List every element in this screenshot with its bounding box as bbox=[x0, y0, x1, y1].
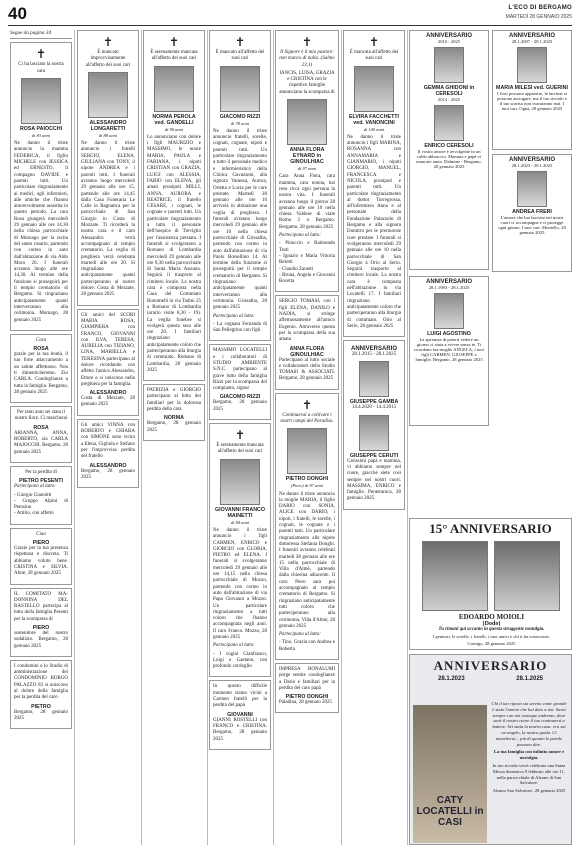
deceased-name: ENRICO CERESOLI bbox=[424, 143, 474, 149]
portrait-photo bbox=[154, 66, 194, 112]
deceased-name: CATY LOCATELLI in CASI bbox=[416, 795, 484, 828]
cross-icon: ✝ bbox=[234, 428, 246, 443]
condolence bbox=[209, 680, 271, 749]
cross-icon: ✝ bbox=[35, 47, 47, 62]
deceased-name: GIUSEPPE GAMBA bbox=[349, 399, 399, 406]
body-text: Ne danno il triste annuncio la moglie MARIA, il figlio DARIO con SONIA, ALICE con DARIO, i nipoti, i fratelli, le sorelle, i cognati, le cognate e i parenti tutti. Un particolare ringraziamento alle nipote dottoressa Stefania Donghi. I funerali avranno celebrati martedì 28 gennaio alle ore 15 nella parrocchiale di Villa d'Almè, partendo dalla chiesina adiacente. Il caro Piero sarà poi accompagnato al tempio crematorio di Bergamo. Si ringraziano anticipatamente tutti coloro che parteciperanno alla cerimonia. Villa d'Almè, 28 gennaio 2025 bbox=[279, 491, 335, 629]
body-text: Paladina, 28 gennaio 2025 bbox=[279, 700, 333, 706]
column-rule bbox=[273, 30, 274, 845]
body-text: grazie per la tua bontà, il tuo forte attaccamento a un salute affettuoso. Non ti dimenticheremo. Zio CARLA. Condoglianze a tutta la famiglia. Bergamo, 28 gennaio 2025 bbox=[14, 352, 68, 395]
anniversary-column bbox=[409, 30, 572, 845]
anniversary bbox=[343, 340, 405, 510]
anniversary-years: 2014 - 2025 bbox=[437, 97, 461, 102]
anniversary-dates bbox=[410, 676, 571, 682]
portrait-photo bbox=[220, 66, 260, 112]
column-3 bbox=[143, 30, 205, 845]
column-1 bbox=[10, 30, 72, 845]
body-text: Gli amici del SCORI MARIA ROSA, GIAMPIERA con FRANCO, GIOVANNI con ILVA, TERESA, AURELIA con TIZIANO, LINA, MARIELLA e TERESINA partecipano al dolore ricordando con affetto l'amico Alessandro, Ettore e si uniscono nella preghiera per la famiglia. bbox=[81, 312, 135, 387]
cross-icon: ✝ bbox=[368, 35, 380, 49]
continued-label: Segue da pagina 34 bbox=[10, 30, 72, 39]
family-text: La tua famiglia con infinito amore e nostalgia. bbox=[493, 749, 565, 761]
portrait-photo bbox=[434, 293, 464, 329]
column-rule bbox=[141, 30, 142, 845]
obituary bbox=[143, 30, 205, 381]
salutation: Cara bbox=[35, 337, 47, 343]
anniversary-years: 28.1.1983 - 28.1.2025 bbox=[428, 285, 470, 290]
anniversary-years: 28.1.2007 - 28.1.2025 bbox=[511, 39, 553, 44]
deceased-name: LUIGI AGOSTINO bbox=[427, 331, 471, 337]
age-text: di 96 anni bbox=[164, 126, 184, 132]
anniversary-dates: 28.1.2015 - 28.1.2025 bbox=[351, 352, 397, 358]
anniversary-title: 15° ANNIVERSARIO bbox=[429, 521, 552, 536]
anniversary-moioli bbox=[409, 518, 572, 650]
obituary bbox=[77, 30, 139, 306]
condolence bbox=[10, 660, 72, 729]
portrait-photo bbox=[287, 99, 327, 145]
portrait-photo bbox=[287, 428, 327, 474]
deceased-name: GIOVANNI FRANCO MAINETTI bbox=[215, 506, 265, 519]
cross-icon: ✝ bbox=[102, 35, 114, 49]
age-text: di 78 anni bbox=[230, 120, 250, 126]
participants-list: - I cugini Gianfranco, Luigi e Gaetano, con profondo cordoglio bbox=[213, 651, 267, 670]
anniversary-title: ANNIVERSARIO bbox=[425, 33, 472, 39]
age-text: di 88 anni bbox=[98, 132, 118, 138]
portrait-photo bbox=[422, 541, 488, 611]
body-text: Bergamo, 28 gennaio 2025 bbox=[213, 400, 267, 412]
deceased-name: GEMMA GHIDONI in CERESOLI bbox=[423, 85, 475, 97]
mass-notice: In tuo ricordo verrà celebrata una Santa Messa domenica 9 febbraio alle ore 11, nella parrocchiale di Alzano di San Salvatore. bbox=[492, 762, 566, 786]
verse: Tu rimani qui accanto in questa struggente nostalgia. bbox=[438, 627, 545, 632]
age-text: di 97 anni bbox=[297, 166, 317, 172]
portrait-photo bbox=[88, 72, 128, 118]
cross-icon: ✝ bbox=[234, 35, 246, 49]
deceased-name: GIACOMO RIZZI bbox=[219, 394, 261, 401]
participants-list: - La cognata Fernanda di San Pellegrino con figli bbox=[213, 321, 267, 334]
deceased-nickname: (Dodo) bbox=[482, 621, 501, 627]
deceased-name: MARIA MILESI ved. GUERINI bbox=[496, 85, 568, 91]
date-end: 28.1.2025 bbox=[516, 676, 543, 682]
body-text: Ne danno il triste annuncio i fratelli SERGIO, ELENA, GIULIANA con TONY, il nipote ANDREA e i parenti tutti. I funerali avranno luogo mercoledì 29 gennaio alle ore 15, partendo alle ore 14,45 dalla Casa Funeraria Le Calle in Bagnatica per la parrocchiale di San Giorgio in Costa di Mozzate. Ti ricorderà la nostra cara e il caro Alessandro verrà accompagnato al tempio crematorio. La veglia di preghiera verrà celebrata martedì alle ore 20. Si ringraziano anticipatamente quanti parteciperanno al nostro dolore. Costa di Mezzate, 28 gennaio 2025 bbox=[81, 141, 135, 298]
verse: Il Signore è il mio pastore: non manco di nulla. (Salmo 23,1) bbox=[279, 50, 335, 68]
participants-label: Partecipano al lutto: bbox=[213, 643, 255, 649]
participants-list: - Giorgio Giannitti - Gruppo Alpini di Petosino - Attilio, con affetto bbox=[14, 492, 68, 517]
portrait-photo bbox=[359, 361, 389, 397]
date-start: 28.1.2023 bbox=[438, 676, 465, 682]
anniversary-years: 28.1.2023 - 28.1.2025 bbox=[511, 163, 553, 168]
body-text: Il vostro amore è avvolgente in un caldo abbraccio. Mamma e papà vi mancate tanto. Dalmine - Bergamo, 28 gennaio 2025 bbox=[416, 149, 482, 169]
condolence bbox=[275, 295, 339, 389]
deceased-name: PIETRO DONGHI bbox=[285, 694, 329, 701]
obituary bbox=[275, 30, 339, 292]
body-text: GIANNI ROSTELLI con FRANCO e CRISTINA. Bergamo, 28 gennaio 2025 bbox=[213, 717, 267, 742]
intro-text: IANCIS, LUISA, GRAZIA e CRISTINA con le rispettive famiglie annunciano la scomparsa di bbox=[279, 70, 335, 95]
portrait-photo bbox=[494, 541, 560, 611]
column-rule bbox=[207, 30, 208, 845]
intro-text: È mancato all'affetto dei suoi cari bbox=[215, 50, 265, 62]
intro-text: È serenamente mancata all'affetto dei suoi cari bbox=[150, 50, 198, 62]
deceased-name: ANNA FLORA EYNARD in GINOULHIAC bbox=[289, 147, 325, 166]
deceased-name: NORMA bbox=[163, 415, 184, 422]
intro-text: Per la perdita di bbox=[25, 469, 57, 475]
deceased-name: EDOARDO MOIOLI bbox=[458, 613, 525, 621]
anniversary-title: ANNIVERSARIO bbox=[433, 658, 548, 673]
anniversary-title: ANNIVERSARIO bbox=[425, 279, 472, 285]
portrait-photo bbox=[517, 171, 547, 207]
obituary bbox=[343, 30, 405, 337]
body-text: Bergamo, 28 gennaio 2025 bbox=[81, 468, 135, 480]
condolence bbox=[10, 466, 72, 525]
column-5 bbox=[275, 30, 339, 845]
condolence bbox=[143, 384, 205, 441]
place-date: Casnigo, 28 gennaio 2025 bbox=[467, 641, 516, 646]
anniversary-freri bbox=[492, 154, 572, 272]
deceased-name: ROSA bbox=[33, 424, 49, 431]
deceased-name: ROSA bbox=[33, 346, 49, 353]
condolence bbox=[10, 334, 72, 403]
portrait-photo bbox=[434, 47, 464, 83]
participants-label: Partecipano al lutto: bbox=[14, 484, 56, 490]
portrait-photo bbox=[354, 66, 394, 112]
place-date: Alzano San Salvatore, 28 gennaio 2025 bbox=[492, 788, 566, 794]
body-text: Gli amici VINNA con ROBERTO e CHIARA con SIMONE sono vicini a Elena, Gigliola e Stefano per l'improvvisa perdita del fratello bbox=[81, 422, 135, 460]
body-text: Ne danno il triste annuncio la mamma FEDERICA, il figlio MICHELE con JESSICA ed ERNESTO, il compagno DAVIDE e parenti tutti. Un particolare ringraziamento ai medici, agli infermieri, alle amiche che l'hanno amorevolmente assistita in questo periodo. La cara Rosa giungerà mercoledì 29 gennaio alle ore 14,30 nella chiesa parrocchiale di Mornago per la recita del santo rosario, partendo con corteo in auto dall'abitazione di via Aldo Moro 26. I funerali avranno luogo alle ore 14,30. Al termine della funzione si proseguirà per il tempio crematorio di Bergamo. Si ringraziano anticipatamente quanti interverranno alla cerimonia. Mornago, 28 gennaio 2025 bbox=[14, 141, 68, 323]
deceased-name: ALESSANDRO LONGARETTI bbox=[89, 119, 127, 132]
signatures: ARIANNA, ANNA, ROBERTO, zia CARLA MAJOCCHI. Bergamo, 28 gennaio 2025 bbox=[14, 430, 68, 455]
body-text: Grazie per la tua presenza rispettosa e discreta. Ti abbiamo voluto bene. CRISTINA e SILVIA. Almè, 28 gennaio 2025 bbox=[14, 546, 68, 577]
portrait-photo bbox=[434, 105, 464, 141]
body-text: In questo difficile momento siamo vicini a Carmen fratelli per la perdita del papà bbox=[213, 684, 267, 709]
deceased-name: ALESSANDRO bbox=[89, 390, 127, 397]
body-text: I fiori possono appassire, le lacrime si possono asciugare, ma il tuo ricordo e il tuo sorriso non svaniranno mai. I tuoi cari. Ogna, 28 gennaio 2025 bbox=[497, 91, 567, 111]
body-text: IL COMITATO MA-DONNINA DEL RASTELLO partecipa al lutto della famiglia Pesenti per la scomparsa di bbox=[14, 591, 68, 622]
body-text: Ne danno il triste annuncio i figli CARMEN, ENRICO e GIORGIO con GLORIA, PIETRO ed ELENA. I funerali si svolgeranno mercoledì 29 gennaio alle ore 14,15 nella chiesa parrocchiale di Mozzo, partendo con corteo in auto dall'abitazione di via Papa Giovanni a Mozzo. Un particolare ringraziamento a tutti coloro che l'hanno accompagnata negli anni. Il caro Franco. Mozzo, 28 gennaio 2025 bbox=[213, 527, 267, 640]
deceased-name: NORMA PEROLA ved. GANDELLI bbox=[152, 113, 196, 126]
body-text: Ne danno il triste annuncio fratelli, sorelle, cognati, cognate, nipoti e parenti tutti. Un particolare ringraziamento a tutto il personale medico e infermieristico della Clinica Gavazzeni, alla signora Vanessa, Aurora, Orietta e Lucia per le cure prestate. Martedì 28 gennaio alle ore 16 arriverà in abitazione una veglia di preghiera. I funerali avranno luogo mercoledì 29 gennaio alle ore 10 nella chiesa parrocchiale di Grissalba, partendo con corteo in auto dall'abitazione di via Paolo Borsellino 14. Al termine della funzione si proseguirà per il tempio crematorio di Bergamo. Si ringraziano anticipatamente quanti interverranno alla cerimonia. Grissalba, 28 gennaio 2025 bbox=[213, 128, 267, 311]
condolence bbox=[77, 309, 139, 416]
body-text: Carissimi papà e mamma, vi abbiamo sempre nel cuore, giacché siete così sempre nei nostri cuori. MASSIMA, ENRICO e famiglie. Ponteranica, 28 gennaio 2025 bbox=[347, 458, 401, 502]
age-text: di 83 anni bbox=[31, 132, 51, 138]
body-text: Cara Anna Flora, cara mamma, cara nonna, hai reso ricca ogni persona la nostra vita. I funerali avranno luogo il giorno 28 gennaio alle ore 10 nella chiesa Valdese di viale Roma 2 a Bergamo. Bergamo, 28 gennaio 2025 bbox=[279, 174, 335, 230]
cross-icon: ✝ bbox=[168, 35, 180, 49]
obituary bbox=[10, 42, 72, 331]
deceased-name: PIETRO DONGHI bbox=[285, 476, 329, 483]
anniversary-text bbox=[490, 701, 568, 796]
deceased-name: PIERO bbox=[32, 540, 50, 547]
verse: Continuerai a coltivare i nostri campi del Paradiso. bbox=[280, 412, 334, 424]
age-text: (Piero) di 87 anni bbox=[290, 483, 324, 489]
intro-text: È mancata all'affetto dei suoi cari bbox=[349, 50, 399, 62]
deceased-name: PIERO bbox=[32, 625, 50, 631]
deceased-name: ELVIRA FACCHETTI ved. VANONCINI bbox=[348, 113, 400, 126]
cross-icon: ✝ bbox=[301, 35, 313, 49]
column-rule bbox=[407, 30, 408, 845]
deceased-name: GIUSEPPE CERUTI bbox=[349, 452, 399, 459]
body-text: Partecipano al lutto sociale e collaboratori dello Studio TOMASI & ASSOCIATI. Bergamo, 28 gennaio 2025 bbox=[279, 357, 335, 382]
body-text: La speranza di poterti vedere un giorno ci aiuta a vivere senza te. Ti ricordano tua moglie ANGELA, i tuoi figli CARMEN, GIUSEPPE e famiglie. Bergamo, 28 gennaio 2025 bbox=[414, 337, 484, 362]
body-text: Per tanti anni sei stata il nostro fiore. Ci mancherai bbox=[14, 410, 68, 422]
body-text: PATRIZIA e GIORGIO partecipano al lutto dei familiari per la dolorosa perdita della cara bbox=[147, 388, 201, 413]
deceased-name: ROSA PAIOCCHI bbox=[19, 125, 63, 132]
participants-list: - Tino, Grazia con Andrea e Roberta bbox=[279, 640, 335, 652]
body-text: Ne danno il triste annuncio i figli MARINA, ROSANNA con ANNAMARIA e GIANMARIO, i nipoti GIORGIO, MANUEL, FRANCESCA e NICOLA, pronipoti e parenti tutti. Un particolare ringraziamento al dottor Torregrossa, all'infermiera Anna e al personale della Fondazione Palazzolo di Bergamo e alla signora Dumitru per le premurose cure prestate. I funerali si svolgeranno mercoledì 29 gennaio alle ore 10 nella parrocchiale di San Giorgio a Orio al Serio. Seguirà trasporto al cimitero locale. La nostra cara è composta nell'abitazione in via Locatelli 17. I familiari ringraziano anticipatamente coloro che parteciperanno alla liturgia di commiato. Orio al Serio, 28 gennaio 2025 bbox=[347, 134, 401, 329]
age-text: di 100 anni bbox=[363, 126, 385, 132]
salutation: Ciao bbox=[36, 531, 46, 537]
participants-list: - Pinuccio e Raimondo Testi - Ignazio e Maria Vittoria Belotti - Claudio Zanetti - Bruna, Angela e Giovanni Rocetta bbox=[279, 241, 335, 285]
intro-text: È serenamente mancata all'affetto dei suoi cari bbox=[216, 443, 264, 455]
portrait-photo bbox=[359, 415, 389, 451]
deceased-name: GIOVANNI bbox=[227, 711, 253, 718]
cross-icon: ✝ bbox=[301, 397, 313, 412]
body-text: Lo annunciano con dolore i figli MAURIZIO e MASSIMO, le nuore MARIA, PAOLA e FABIANA, i nipoti CRISTIAN con GRAZIA, LUIGI con ALESSIA, FABIO con ELENA, gli amati pronipoti MILLI, ANNA, AURORA e BEATRICE, il fratello CESARE, i cognati, le cognate e parenti tutti. Un particolare ringraziamento a tutto il personale dell'hospice di Treviglio per l'assistenza prestata. I funerali si svolgeranno a Romano di Lombardia mercoledì 29 gennaio alle ore 9,30 nella parrocchiale di Santa Maria Assunta. Seguirà il trasporto al cimitero locale. La nostra cara è composta nella Casa del Commiato Bonomelli in via Tadini 25 a Romano di Lombardia (orario visite 8,30 - 19). La veglia funebre si svolgerà questa sera alle ore 20. I familiari ringraziano anticipatamente coloro che parteciperanno alla liturgia di commiato. Romano di Lombardia, 28 gennaio 2025 bbox=[147, 134, 201, 373]
anniversary-years: 2010 - 2025 bbox=[437, 39, 461, 44]
portrait-photo bbox=[517, 47, 547, 83]
deceased-name: ANNA FLORA GINOULHIAC bbox=[289, 345, 325, 358]
deceased-name: GIACOMO RIZZI bbox=[219, 113, 261, 120]
column-6 bbox=[343, 30, 405, 845]
intro-text: Ci ha lasciato la nostra cara bbox=[18, 62, 64, 74]
column-rule bbox=[74, 30, 75, 845]
body-text: sostenitore del nostro sodalizio. Bergamo, 28 gennaio 2025 bbox=[14, 631, 68, 649]
condolence bbox=[10, 406, 72, 463]
anniversary-locatelli bbox=[409, 654, 572, 845]
anniversary-milesi bbox=[492, 30, 572, 150]
column-4 bbox=[209, 30, 271, 845]
participants-label: Partecipano al lutto: bbox=[279, 233, 321, 239]
condolence bbox=[10, 528, 72, 585]
page-number: 40 bbox=[8, 4, 27, 23]
condolence bbox=[275, 663, 339, 713]
body-text: MASSIMO LOCATELLI e i collaboratori di STUDIO AMBIENTE S.N.C. partecipano al grave lutto della famiglia Rizzi per la scomparsa del compianto, signor bbox=[213, 348, 267, 392]
issue-date: MARTEDÌ 28 GENNAIO 2025 bbox=[505, 14, 572, 20]
participants-label: Partecipano al lutto: bbox=[279, 632, 321, 638]
obituary bbox=[275, 393, 339, 660]
anniversary-ghidoni bbox=[409, 30, 489, 270]
deceased-name: PIETRO bbox=[31, 703, 51, 710]
obituary bbox=[209, 30, 271, 341]
column-rule bbox=[341, 30, 342, 845]
page-header bbox=[8, 4, 572, 26]
body-text: Chi il tuo riposo sia sereno come grande è stato l'amore che hai dato a noi. Sarai sempre con noi ovunque andremo, dove sarà il nostro cuore il tuo continuerà a battere. Sei stata la nostra casa: era sai un angelo, la nostra guida. Ci mancherai... più di quanto le parole possono dire. bbox=[491, 701, 567, 747]
deceased-name: ALESSANDRO bbox=[89, 462, 127, 469]
family-text: I genitori, le sorelle, i fratelli, i tuoi amici e chi ti ha conosciuto. bbox=[432, 634, 551, 639]
portrait-photo bbox=[220, 459, 260, 505]
deceased-name: ANDREA FRERI bbox=[512, 209, 552, 215]
obituary bbox=[209, 423, 271, 677]
portrait-photo bbox=[21, 78, 61, 124]
anniversary-title: ANNIVERSARIO bbox=[350, 346, 397, 353]
anniversary-title: ANNIVERSARIO bbox=[508, 157, 555, 163]
body-text: Costa di Mezzate, 28 gennaio 2025 bbox=[81, 396, 135, 408]
body-text: L'amore che hai lasciato nei nostri cuori ci accompagna e ci protegge ogni giorno. I tuoi cari. Montello, 28 gennaio 2025 bbox=[498, 215, 566, 235]
anniversary-title: ANNIVERSARIO bbox=[508, 33, 555, 39]
anniversary-dates: 14.4.2020 - 14.4.2015 bbox=[351, 405, 397, 411]
condolence bbox=[10, 588, 72, 657]
intro-text: È mancato improvvisamente all'affetto dei suoi cari bbox=[85, 50, 131, 68]
condolence bbox=[209, 344, 271, 420]
body-text: Bergamo, 28 gennaio 2025 bbox=[147, 421, 201, 433]
condolence bbox=[77, 419, 139, 488]
body-text: Bergamo, 28 gennaio 2025 bbox=[14, 709, 68, 721]
age-text: di 84 anni bbox=[230, 519, 250, 525]
body-text: IMPRESA BONALUMI porge sentite condoglianze a Dario e familiari per la perdita del caro papà bbox=[279, 667, 335, 691]
column-2 bbox=[77, 30, 139, 845]
body-text: SERGIO TOMASI, con i figli ELENA, DANILO e NADIA, si stringe affettuosamente all'amico Eugenio. Attraverso questa per la scomparsa della sua amata bbox=[279, 299, 335, 343]
deceased-name: PIETRO PESENTI bbox=[19, 478, 63, 485]
participants-label: Partecipano al lutto: bbox=[213, 313, 255, 319]
body-text: I condomini e lo Studio di amministrazione del CONDOMINIO BORGO PALAZZO 83 si uniscono al dolore della famiglia per la perdita del caro bbox=[14, 663, 68, 701]
newspaper-brand: L'ECO DI BERGAMO bbox=[508, 5, 572, 11]
anniversary-agostino bbox=[409, 276, 489, 426]
